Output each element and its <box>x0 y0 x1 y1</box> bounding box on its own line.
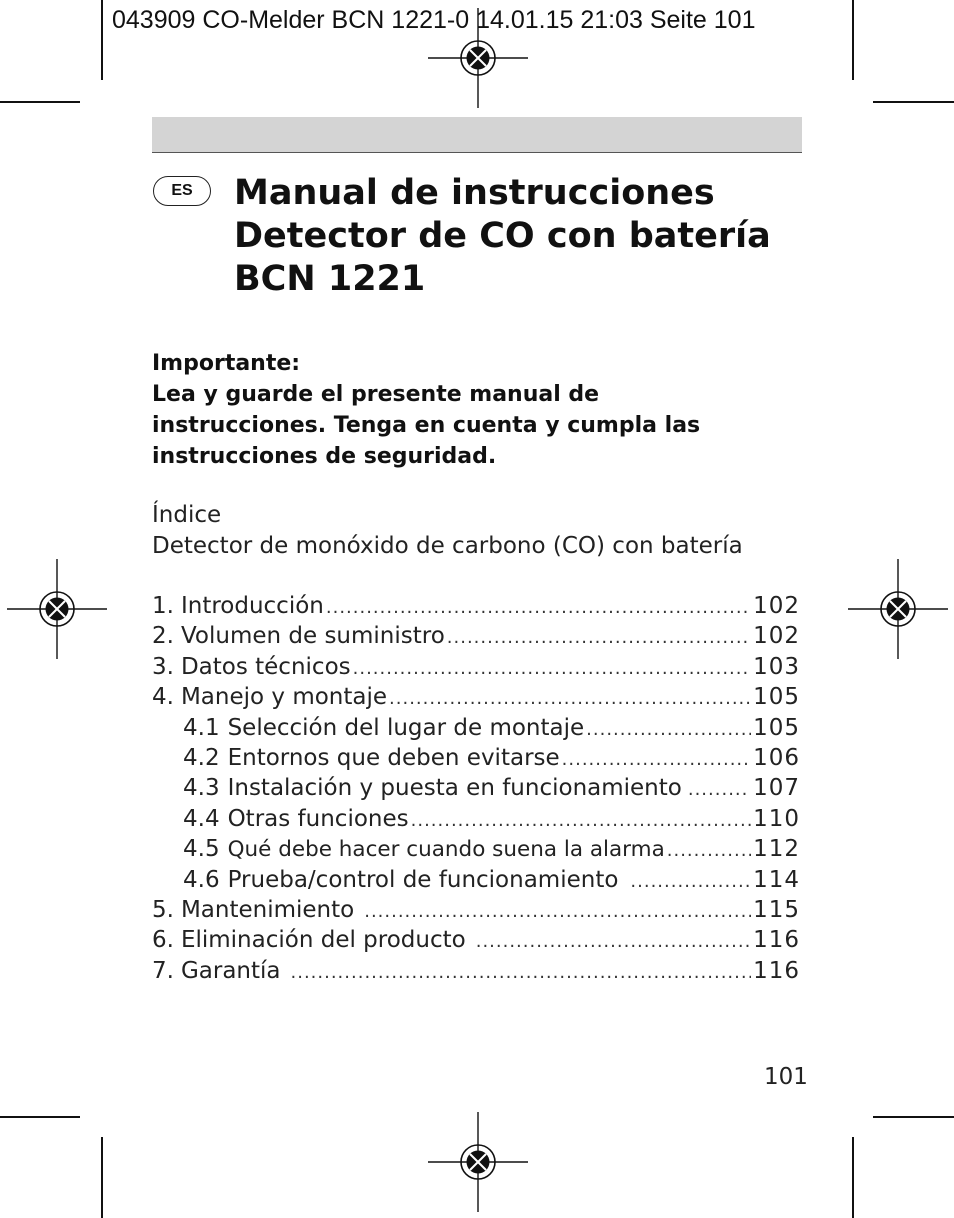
title-line: BCN 1221 <box>234 259 426 299</box>
toc-page: 103 <box>753 653 800 680</box>
print-slug: 043909 CO-Melder BCN 1221-0 14.01.15 21:03 Seite 101 <box>112 6 756 34</box>
toc-subentry[interactable] <box>152 834 800 864</box>
toc-title: Volumen de suministro <box>180 623 445 650</box>
important-line: instrucciones de seguridad. <box>152 444 497 469</box>
toc-subentry[interactable] <box>152 743 800 773</box>
toc-number: 4.5 <box>183 836 220 863</box>
important-label: Importante: <box>152 351 301 376</box>
important-line: Lea y guarde el presente manual de <box>152 382 600 407</box>
toc-title: Manejo y montaje <box>180 684 388 711</box>
title-line: Detector de CO con batería <box>234 216 771 256</box>
index-section <box>152 500 812 562</box>
index-subtitle: Detector de monóxido de carbono (CO) con batería <box>152 533 743 559</box>
page-number: 101 <box>764 1064 808 1090</box>
toc-subentry[interactable] <box>152 773 800 803</box>
toc-page: 105 <box>753 684 800 711</box>
toc-subentry[interactable] <box>152 804 800 834</box>
toc-page: 102 <box>753 623 800 650</box>
toc-page: 116 <box>753 957 800 984</box>
toc-number: 7. <box>152 957 174 984</box>
toc-page: 115 <box>753 896 800 923</box>
toc-leader-dots <box>364 897 751 927</box>
toc-leader-dots <box>326 593 751 623</box>
toc-number: 4.1 <box>183 714 220 741</box>
toc-leader-dots <box>586 715 751 745</box>
toc-title: Prueba/control de funcionamiento <box>227 866 619 893</box>
registration-mark-left-icon <box>7 559 107 659</box>
toc-leader-dots <box>353 654 751 684</box>
toc-number: 4.4 <box>183 805 220 832</box>
crop-mark-top-left-horizontal <box>0 101 80 103</box>
toc-page: 102 <box>753 593 800 619</box>
toc-leader-dots <box>562 745 751 775</box>
toc-leader-dots <box>389 684 751 714</box>
toc-leader-dots <box>411 806 751 836</box>
toc-title: Introducción <box>180 593 324 619</box>
toc-number: 4. <box>152 684 174 711</box>
toc-number: 1. <box>152 593 174 619</box>
toc-subentry[interactable] <box>152 713 800 743</box>
toc-number: 4.3 <box>183 775 220 802</box>
registration-mark-right-icon <box>848 559 948 659</box>
page-title <box>234 172 814 301</box>
toc-entry[interactable] <box>152 621 800 651</box>
toc-entry[interactable] <box>152 925 800 955</box>
crop-mark-bottom-left-vertical <box>101 1137 103 1218</box>
index-heading: Índice <box>152 502 222 528</box>
table-of-contents <box>152 591 800 986</box>
toc-number: 3. <box>152 653 174 680</box>
toc-entry[interactable] <box>152 956 800 986</box>
toc-leader-dots <box>447 623 751 653</box>
language-badge: ES <box>153 176 211 206</box>
toc-leader-dots <box>667 836 751 866</box>
crop-mark-bottom-right-horizontal <box>873 1116 954 1118</box>
toc-title: Entornos que deben evitarse <box>227 744 560 771</box>
toc-entry[interactable] <box>152 591 800 621</box>
toc-number: 4.6 <box>183 866 220 893</box>
crop-mark-top-right-vertical <box>852 0 854 80</box>
important-line: instrucciones. Tenga en cuenta y cumpla las <box>152 413 701 438</box>
toc-title: Eliminación del producto <box>180 927 466 954</box>
toc-entry[interactable] <box>152 895 800 925</box>
toc-number: 4.2 <box>183 744 220 771</box>
toc-page: 106 <box>753 744 800 771</box>
toc-leader-dots <box>630 867 751 897</box>
title-line: Manual de instrucciones <box>234 173 715 213</box>
toc-leader-dots <box>476 927 751 957</box>
toc-page: 116 <box>753 927 800 954</box>
toc-title: Otras funciones <box>227 805 409 832</box>
important-notice <box>152 348 802 472</box>
toc-page: 105 <box>753 714 800 741</box>
toc-subentry[interactable] <box>152 865 800 895</box>
toc-page: 112 <box>753 836 800 863</box>
crop-mark-bottom-left-horizontal <box>0 1116 80 1118</box>
crop-mark-bottom-right-vertical <box>852 1137 854 1218</box>
toc-title: Garantía <box>180 957 281 984</box>
toc-page: 110 <box>753 805 800 832</box>
toc-title: Mantenimiento <box>180 896 355 923</box>
toc-number: 2. <box>152 623 174 650</box>
toc-title: Datos técnicos <box>180 653 351 680</box>
toc-page: 114 <box>753 866 800 893</box>
toc-title: Instalación y puesta en funcionamiento <box>227 775 682 802</box>
toc-page: 107 <box>753 775 800 802</box>
toc-entry[interactable] <box>152 652 800 682</box>
toc-number: 6. <box>152 927 174 954</box>
toc-title: Selección del lugar de montaje <box>227 714 585 741</box>
toc-number: 5. <box>152 896 174 923</box>
toc-title: Qué debe hacer cuando suena la alarma <box>227 837 665 863</box>
toc-entry[interactable] <box>152 682 800 712</box>
crop-mark-top-left-vertical <box>101 0 103 80</box>
registration-mark-top-icon <box>428 8 528 108</box>
registration-mark-bottom-icon <box>428 1112 528 1212</box>
toc-leader-dots <box>291 958 752 988</box>
crop-mark-top-right-horizontal <box>873 101 954 103</box>
toc-leader-dots <box>688 775 747 805</box>
header-band <box>152 117 802 153</box>
